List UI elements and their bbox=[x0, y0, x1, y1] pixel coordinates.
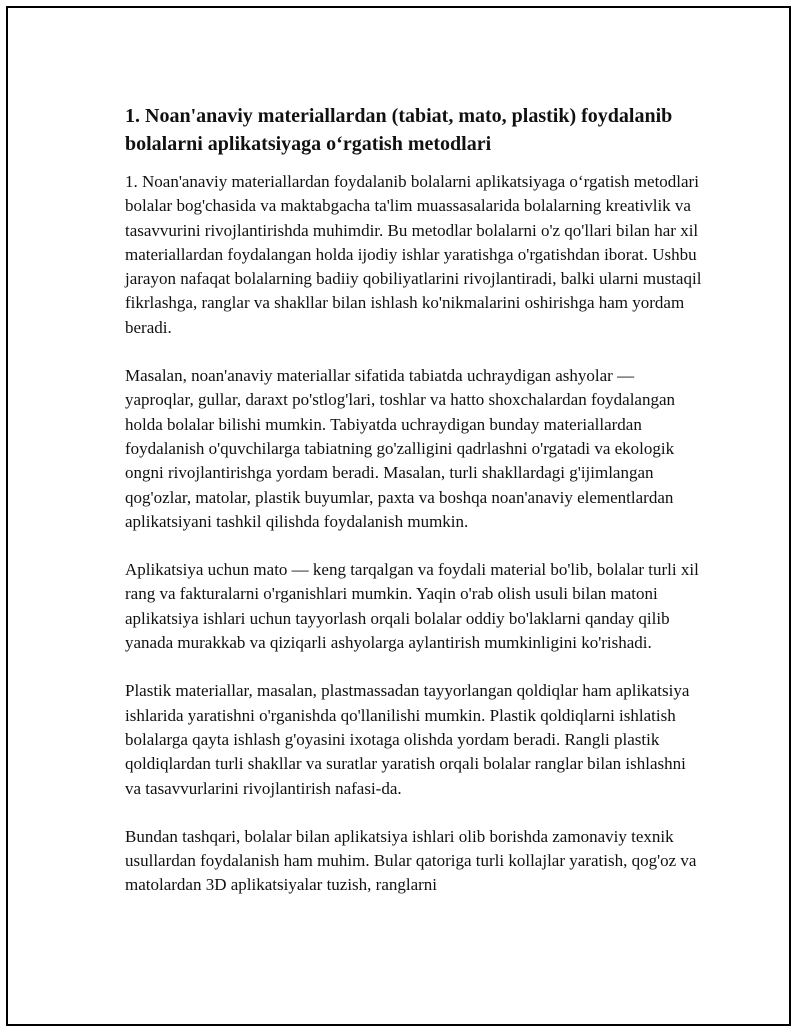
document-heading: 1. Noan'anaviy materiallardan (tabiat, mato, plastik) foydalanib bolalarni aplikatsiyaga o‘rgatish metodlari bbox=[125, 105, 673, 155]
paragraph-modern-techniques: Bundan tashqari, bolalar bilan aplikatsiya ishlari olib borishda zamonaviy texnik usullardan foydalanish ham muhim. Bular qatoriga turli kollajlar yaratish, qog'oz va matolardan 3D aplikatsiyalar tuzish, ranglarni bbox=[125, 826, 697, 895]
document-body bbox=[125, 102, 705, 922]
paragraph-fabric: Aplikatsiya uchun mato — keng tarqalgan va foydali material bo'lib, bolalar turli xil rang va fakturalarni o'rganishlari mumkin. Yaqin o'rab olish usuli bilan matoni aplikatsiya ishlari uchun tayyorlash orqali bolalar oddiy bo'laklarni qanday qilib yanada murakkab va qiziqarli ashyolarga aylantirish mumkinligini ko'rishadi. bbox=[125, 560, 699, 653]
paragraph-nature-materials: Masalan, noan'anaviy materiallar sifatida tabiatda uchraydigan ashyolar — yaproqlar, gullar, daraxt po'stlog'lari, toshlar va hatto shoxchalardan foydalangan holda bolalar bilishi mumkin. Tabiyatda uchraydigan bunday materiallardan foydalanish o'quvchilarga tabiatning go'zalligini qadrlashni o'rgatadi va ekologik ongni rivojlantirishga yordam beradi. Masalan, turli shakllardagi g'ijimlangan qog'ozlar, matolar, plastik buyumlar, paxta va boshqa noan'anaviy elementlardan aplikatsiyani tashkil qilishda foydalanish mumkin. bbox=[125, 366, 676, 531]
paragraph-intro: 1. Noan'anaviy materiallardan foydalanib bolalarni aplikatsiyaga o‘rgatish metodlari bolalar bog'chasida va maktabgacha ta'lim muassasalarida bolalarning kreativlik va tasavvurini rivojlantirishda muhimdir. Bu metodlar bolalarni o'z qo'llari bilan har xil materiallardan foydalangan holda ijodiy ishlar yaratishga o'rgatishdan iborat. Ushbu jarayon nafaqat bolalarning badiiy qobiliyatlarini rivojlantiradi, balki ularni mustaqil fikrlashga, ranglar va shakllar bilan ishlash ko'nikmalarini oshirishga ham yordam beradi. bbox=[125, 172, 702, 337]
page-frame bbox=[6, 6, 791, 1026]
paragraph-plastic: Plastik materiallar, masalan, plastmassadan tayyorlangan qoldiqlar ham aplikatsiya ishlarida yaratishni o'rganishda qo'llanilishi mumkin. Plastik qoldiqlarni ishlatish bolalarga qayta ishlash g'oyasini ixotaga olishda yordam beradi. Rangli plastik qoldiqlardan turli shakllar va suratlar yaratish orqali bolalar ranglar bilan ishlashni va tasavvurlarini rivojlantirish nafasi-da. bbox=[125, 681, 690, 798]
